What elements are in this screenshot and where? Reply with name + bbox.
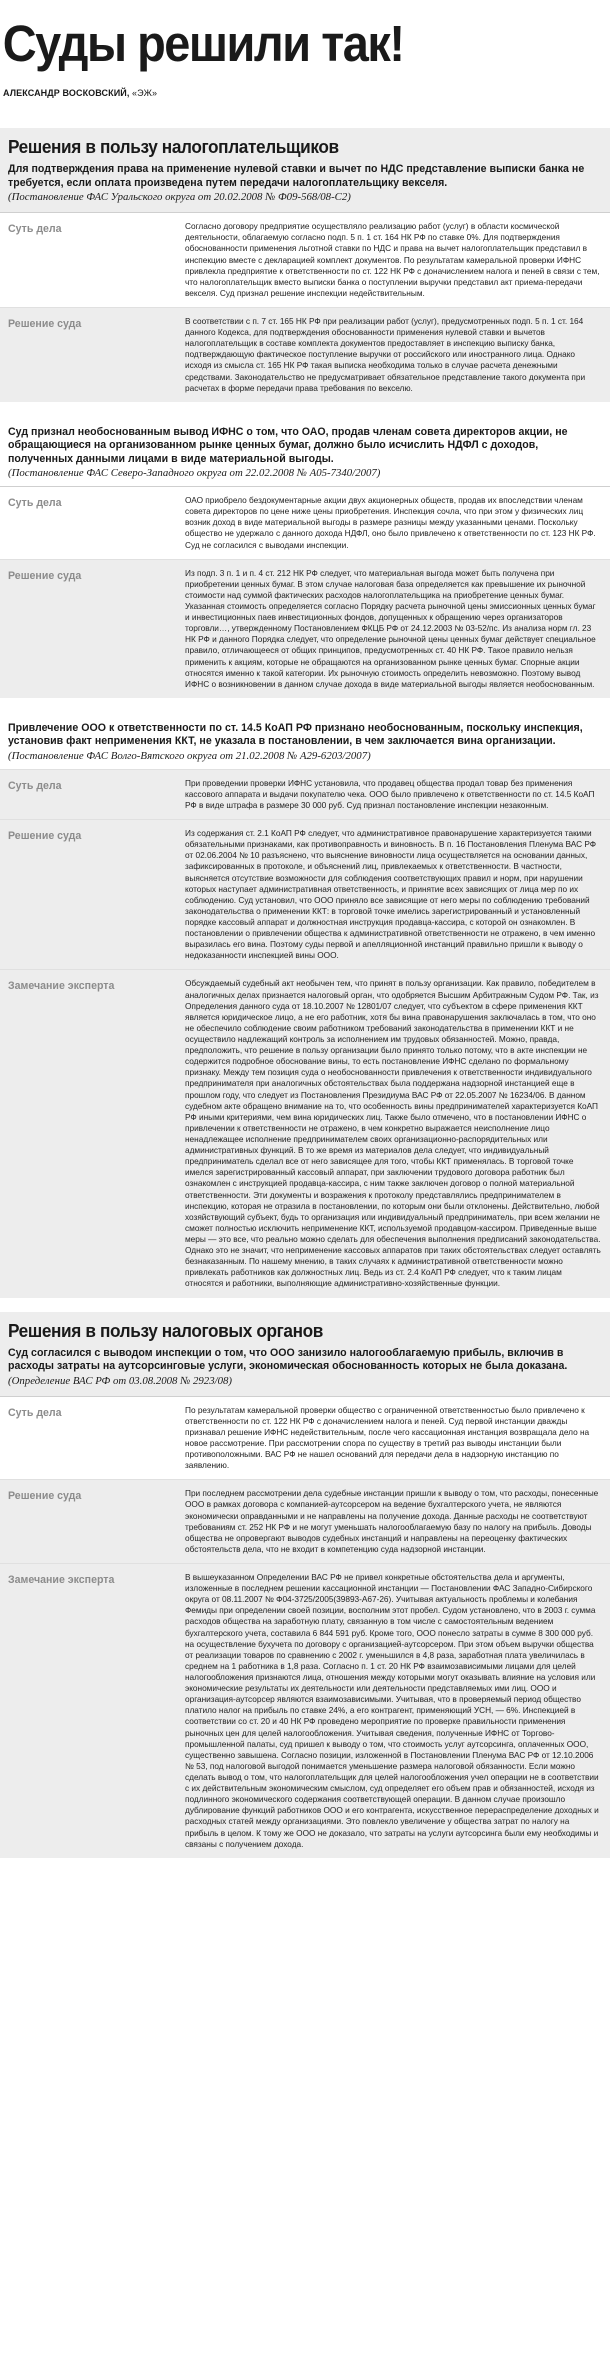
row-text: При проведении проверки ИФНС установила, что продавец общества продал товар без применения кассового аппарата и выдачи покупателю чека. ООО было привлечено к ответственности по ст. 14.5 КоАП РФ в виде штрафа в размере 30 000 руб. Суд признал постановление инспекции незаконным.	[185, 777, 595, 811]
case-row	[0, 769, 610, 819]
row-label: Суть дела	[8, 779, 62, 792]
case-row	[0, 819, 610, 969]
case-title: Суд согласился с выводом инспекции о том, что ООО занизило налогооблагаемую прибыль, включив в расходы затраты на аутсорсинговые услуги, экономическая обоснованность которых не была доказана.	[8, 1346, 568, 1373]
row-label: Замечание эксперта	[8, 980, 115, 993]
byline	[0, 88, 610, 128]
section-band	[0, 128, 610, 212]
case-title: Привлечение ООО к ответственности по ст. 14.5 КоАП РФ признано необоснованным, поскольку инспекция, установив факт неприменения ККТ, не указала в постановлении, в чем заключается вина организации.	[8, 721, 583, 748]
case-source: (Постановление ФАС Северо-Западного округа от 22.02.2008 № А05-7340/2007)	[8, 467, 381, 480]
case-header	[0, 422, 610, 486]
row-text: Из подп. 3 п. 1 и п. 4 ст. 212 НК РФ следует, что материальная выгода может быть получена при приобретении ценных бумаг. В этом случае налоговая база определяется как превышение их рыночной стоимости над суммой фактических расходов налогоплательщика на приобретение ценных бумаг. Указанная стоимость определяется согласно Порядку расчета рыночной цены эмиссионных ценных бумаг и инвестиционных паев инвестиционных фондов, допущенных к обращению через организаторов торговли…, утвержденному Постановлением ФКЦБ РФ от 24.12.2003 № 03-52/пс. Из анализа норм гл. 23 НК РФ и данного Порядка следует, что определение рыночной цены ценных бумаг действует специальное правило, отличающееся от общих принципов, предусмотренных ст. 40 НК РФ. Такое правило нельзя применить к акциям, которые не обращаются на организованном рынке ценных бумаг. Спорные акции относятся именно к такой категории. Их рыночную стоимость определить невозможно. Поэтому вывод ИФНС о возникновении в данном случае дохода в виде материальной выгоды является необоснованным.	[185, 567, 596, 689]
row-text: При последнем рассмотрении дела судебные инстанции пришли к выводу о том, что расходы, понесенные ООО в рамках договора с компанией-аутсорсером на ведение бухгалтерского учета, не являются экономически оправданными и не направлены на получение дохода. Данные расходы не соответствуют требованиям ст. 252 НК РФ и не могут уменьшать налогооблагаемую базу по налогу на прибыль. Доводы общества не опровергают выводов судебных инстанций и направлены на переоценку фактических обстоятельств дела, что не входит в компетенцию суда надзорной инстанции.	[185, 1488, 599, 1554]
section-heading: Решения в пользу налоговых органов	[8, 1319, 323, 1341]
section-band	[0, 1312, 610, 1396]
expert-remark-row	[0, 969, 610, 1297]
spacer	[0, 402, 610, 422]
row-label: Замечание эксперта	[8, 1574, 115, 1587]
row-text: ОАО приобрело бездокументарные акции двух акционерных обществ, продав их впоследствии членам совета директоров по цене ниже цены приобретения. Инспекция сочла, что при этом у физических лиц возник доход в виде материальной выгоды в размере разницы между указанными ценами. Поскольку общество не удержало с данного дохода НДФЛ, оно было привлечено к ответственности по ст. 123 НК РФ. Суд не согласился с выводами инспекции.	[185, 495, 596, 550]
case-row	[0, 486, 610, 559]
case-row	[0, 307, 610, 402]
spacer	[0, 1298, 610, 1312]
case-row	[0, 212, 610, 307]
case-source: (Постановление ФАС Уральского округа от 20.02.2008 № Ф09-568/08-С2)	[8, 191, 351, 204]
byline-outlet: «ЭЖ»	[129, 88, 158, 98]
page-title: Суды решили так!	[2, 15, 404, 72]
expert-remark-row	[0, 1563, 610, 1858]
row-text: Из содержания ст. 2.1 КоАП РФ следует, что административное правонарушение характеризуется такими обязательными признаками, как противоправность и виновность. В п. 16 Постановления Пленума ВАС РФ от 02.06.2004 № 10 разъяснено, что выяснение виновности лица осуществляется на основании данных, зафиксированных в протоколе, и объяснений лиц, привлекаемых к ответственности. В частности, выясняется отсутствие возможности для соблюдения соответствующих правил и норм, при нарушении которых наступает административная ответственность, и принятие всех зависящих от лица мер по их соблюдению. Суд установил, что ООО приняло все зависящие от него меры по соблюдению требований законодательства о применении ККТ: в торговой точке имелись зарегистрированный и установленный порядке кассовый аппарат и должностная инструкция продавца-кассира, с которой он ознакомлен. В постановлении о привлечении общества к административной ответственности не отражено, в чем именно выразилась его вина. Поэтому суды первой и апелляционной инстанций правильно пришли к выводу о недоказанности инспекцией вины ООО.	[185, 828, 597, 961]
section-heading: Решения в пользу налогоплательщиков	[8, 136, 339, 157]
row-label: Суть дела	[8, 223, 62, 236]
case-source: (Постановление ФАС Волго-Вятского округа от 21.02.2008 № А29-6203/2007)	[8, 749, 371, 762]
case-title: Суд признал необоснованным вывод ИФНС о том, что ОАО, продав членам совета директоров акции, не обращающиеся на организованном рынке ценных бумаг, должно было исчислить НДФЛ с доходов, полученных данными лицами в виде материальной выгоды.	[8, 425, 568, 465]
row-text: По результатам камеральной проверки общество с ограниченной ответственностью было привлечено к ответственности по ст. 122 НК РФ с доначислением налога и пеней. Суд первой инстанции дважды признавал решение ИФНС недействительным, после чего кассационная инстанция возвращала дело на новое рассмотрение. При рассмотрении спора по существу в третий раз выводы инстанции были противоположными. ВАС РФ не нашел оснований для передачи дела в надзорную инстанцию по заявлению.	[185, 1404, 590, 1471]
case-row	[0, 559, 610, 698]
row-label: Решение суда	[8, 569, 82, 582]
row-text: В соответствии с п. 7 ст. 165 НК РФ при реализации работ (услуг), предусмотренных подп. 5 п. 1 ст. 164 данного Кодекса, для подтверждения обоснованности применения нулевой ставки и вычетов налогоплательщик в составе комплекта документов предоставляет в инспекцию выписку банка, подтверждающую фактическое поступление выручки от российского или иностранного лица. Однако исходя из смысла ст. 165 НК РФ такая выписка необходима только в случае расчета денежными средствами. Законодательство не предусматривает обязательное представление такого документа при расчетах в форме передачи права требования по векселю.	[185, 315, 586, 393]
case-row	[0, 1396, 610, 1480]
row-text: Обсуждаемый судебный акт необычен тем, что принят в пользу организации. Как правило, победителем в аналогичных делах признается налоговый орган, что одобряется Высшим Арбитражным Судом РФ. Так, из Определения данного суда от 18.10.2007 № 12801/07 следует, что субъектом в сфере применения ККТ является юридическое лицо, а не его работник, хотя бы вина правонарушения заключалась в том, что оно не обеспечило соблюдение своим работником требований законодательства в применении ККТ и не осуществило надлежащий контроль за исполнением им трудовых обязанностей. Можно, правда, предположить, что решение в пользу организации было принято только потому, что в акте инспекции не содержится подробное обоснование вины, то есть постановление ИФНС сделано по формальному признаку. Между тем позиция суда о необоснованности привлечения к ответственности индивидуального предпринимателя при аналогичных обстоятельствах была поддержана надзорной инстанцией еще в прошлом году, что следует из Постановления Президиума ВАС РФ от 22.05.2007 № 16234/06. В данном судебном акте обращено внимание на то, что особенность вины предпринимателей характеризуется КоАП РФ иными критериями, чем вина юридических лиц. Также было отмечено, что в постановлении ИФНС о привлечении к ответственности не отражено, в чем конкретно выражается неисполнение лицо ненадлежащее исполнение предпринимателем своих организационно-распорядительных или административных функций. В то же время из материалов дела следует, что индивидуальный предприниматель сделал все от него зависящее для того, чтобы ККТ применялась. В торговой точке имелся зарегистрированный кассовый аппарат, при заключении трудового договора работник был ознакомлен с инструкцией продавца-кассира, с ним также заключен договор о полной материальной ответственности. Эти документы и возражения к протоколу представлялись предпринимателем в инспекцию, которая не отразила в постановлении, по которым они были отклонены. Действительно, любой хозяйствующий субъект, будь то организация или индивидуальный предприниматель, при всем желании не сможет полностью исключить неприменение ККТ, используемой продавцом-кассиром. Приведенные выше меры — это все, что реально можно сделать для обеспечения выполнения предписаний законодательства. Однако это не значит, что неприменение кассовых аппаратов при таких обстоятельствах следует оставлять безнаказанным. По нашему мнению, в таких случаях к административной ответственности можно привлекать работников как должностных лиц. Ведь из ст. 2.4 КоАП РФ следует, что к таким лицам относятся и работники, выполняющие административно-хозяйственные функции.	[185, 978, 601, 1289]
case-header	[0, 718, 610, 769]
byline-author: АЛЕКСАНДР ВОСКОВСКИЙ,	[3, 88, 130, 98]
case-title: Для подтверждения права на применение нулевой ставки и вычет по НДС представление выписки банка не требуется, если оплата произведена путем передачи налогоплательщику векселя.	[8, 163, 585, 189]
row-text: В вышеуказанном Определении ВАС РФ не привел конкретные обстоятельства дела и аргументы, изложенные в последнем решении кассационной инстанции — Постановлении ФАС Западно-Сибирского округа от 08.11.2007 № Ф04-3725/2005(39893-А67-26). Учитывая актуальность проблемы и колебания Фемиды при определении своей позиции, восполним этот пробел. Судом установлено, что в 2003 г. сумма расходов общества на заработную плату, связанную в том числе с самостоятельным ведением бухгалтерского учета, составила 6 844 591 руб. Кроме того, ООО понесло затраты в сумме 8 300 000 руб. на осуществление бухучета по договору с организацией-аутсорсером. При этом объем выручки общества от реализации товаров по сравнению с 2002 г. уменьшился в 4,8 раза, заработная плата увеличилась в среднем на 1 работника в 1,8 раза. Согласно п. 1 ст. 20 НК РФ взаимозависимыми лицами для целей налогообложения признаются лица, отношения между которыми могут оказывать влияние на условия или экономические результаты их деятельности или деятельности представляемых ими лиц. ООО и организация-аутсорсер являются взаимозависимыми. Учитывая, что в проверяемый период общество платило налог на прибыль по ставке 24%, а его контрагент, применяющий УСН, — 6%. Инспекцией в соответствии со ст. 20 и 40 НК РФ проведено мероприятие по проверке правильности применения рыночных цен для целей налогообложения. Учитывая сведения, полученные ИФНС от Торгово-промышленной палаты, суд пришел к выводу о том, что стоимость услуг аутсорсинга, оплаченных ООО, существенно завышена. Согласно позиции, изложенной в Постановлении Пленума ВАС РФ от 12.10.2006 № 53, под налоговой выгодой понимается уменьшение размера налоговой обязанности. Если можно сделать вывод о том, что налогоплательщик для целей налогообложения учел операции не в соответствии с их действительным экономическим смыслом, суд определяет его объем прав и обязанностей, исходя из подлинного экономического содержания соответствующей операции. В данном случае произошло дублирование функций работников ООО и его контрагента, искусственное перераспределение доходных и расходных статей между организациями. Это повлекло увеличение у общества затрат по налогу на прибыль в целом. К тому же ООО не доказало, что затраты на услуги аутсорсинга были ему необходимы и связаны с получением дохода.	[185, 1572, 599, 1849]
row-label: Решение суда	[8, 1490, 82, 1503]
row-label: Суть дела	[8, 1406, 62, 1419]
case-header	[8, 1347, 602, 1390]
case-row	[0, 1479, 610, 1563]
case-header	[8, 163, 602, 206]
row-label: Суть дела	[8, 497, 62, 510]
row-label: Решение суда	[8, 317, 82, 330]
case-source: (Определение ВАС РФ от 03.08.2008 № 2923/08)	[8, 1374, 232, 1387]
spacer	[0, 698, 610, 718]
row-text: Согласно договору предприятие осуществляло реализацию работ (услуг) в области космической деятельности, облагаемую согласно подп. 5 п. 1 ст. 164 НК РФ по ставке 0%. Для подтверждения обоснованности применения льготной ставки по НДС и права на вычет налогоплательщик представил в инспекцию вместе с декларацией комплект документов. По результатам камеральной проверки ИФНС привлекла предприятие к ответственности по ст. 122 НК РФ с доначислением налога и пеней в связи с тем, что налогоплательщик вместо выписки банка о поступлении выручки представил акт приема-передачи векселя. Суд признал решение инспекции недействительным.	[185, 221, 600, 298]
row-label: Решение суда	[8, 830, 82, 843]
